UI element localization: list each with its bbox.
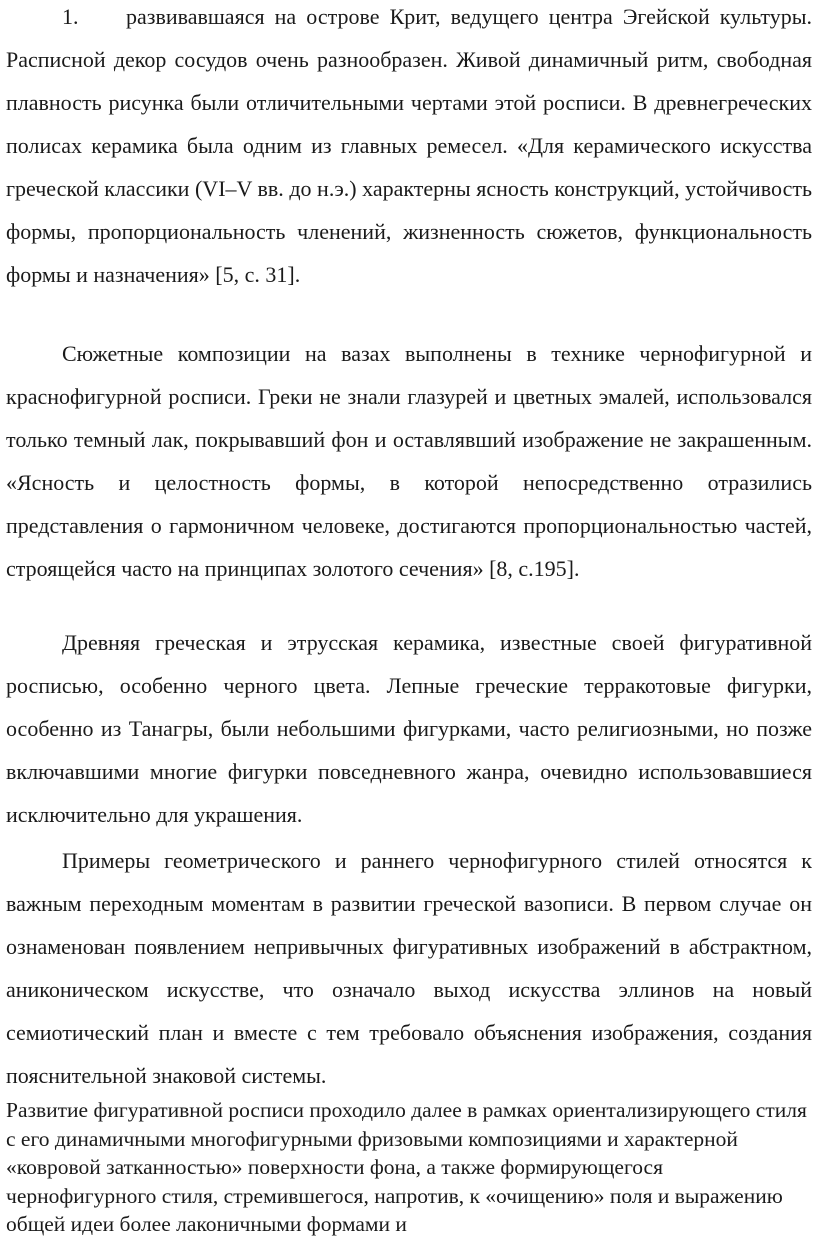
- paragraph-vase-techniques: Сюжетные композиции на вазах выполнены в технике чернофигурной и краснофигурной росписи. Греки не знали глазурей и цветных эмалей, использовался только темный лак, покрывавший фон и оставлявший изображение не закрашенным. «Ясность и целостность формы, в которой непосредственно отразились представления о гармоничном человеке, достигаются пропорциональностью частей, строящейся часто на принципах золотого сечения» [8, с.195].: [6, 341, 812, 581]
- numbered-paragraph: [6, 0, 812, 296]
- paragraph-etruscan-ceramics: Древняя греческая и этрусская керамика, известные своей фигуративной росписью, особенно черного цвета. Лепные греческие терракотовые фигурки, особенно из Танагры, были небольшими фигурками, часто религиозными, но позже включавшими многие фигурки повседневного жанра, очевидно использовавшиеся исключительно для украшения.: [6, 630, 812, 827]
- list-item-text: развивавшаяся на острове Крит, ведущего центра Эгейской культуры. Расписной декор сосудов очень разнообразен. Живой динамичный ритм, свободная плавность рисунка были отличительными чертами этой росписи. В древнегреческих полисах керамика была одним из главных ремесел. «Для керамического искусства греческой классики (VI–V вв. до н.э.) характерны ясность конструкций, устойчивость формы, пропорциональность членений, жизненность сюжетов, функциональность формы и назначения» [5, с. 31].: [6, 4, 812, 287]
- paragraph-figurative-painting: Развитие фигуративной росписи проходило далее в рамках ориентализирующего стиля с его динамичными многофигурными фризовыми композициями и характерной «ковровой затканностью» поверхности фона, а также формирующегося чернофигурного стиля, стремившегося, напротив, к «очищению» поля и выражению общей идеи более лаконичными формами и: [6, 1098, 807, 1236]
- paragraph-geometric-style: Примеры геометрического и раннего чернофигурного стилей относятся к важным переходным моментам в развитии греческой вазописи. В первом случае он ознаменован появлением непривычных фигуративных изображений в абстрактном, аниконическом искусстве, что означало выход искусства эллинов на новый семиотический план и вместе с тем требовало объяснения изображения, создания пояснительной знаковой системы.: [6, 848, 812, 1088]
- list-number: 1.: [62, 4, 79, 29]
